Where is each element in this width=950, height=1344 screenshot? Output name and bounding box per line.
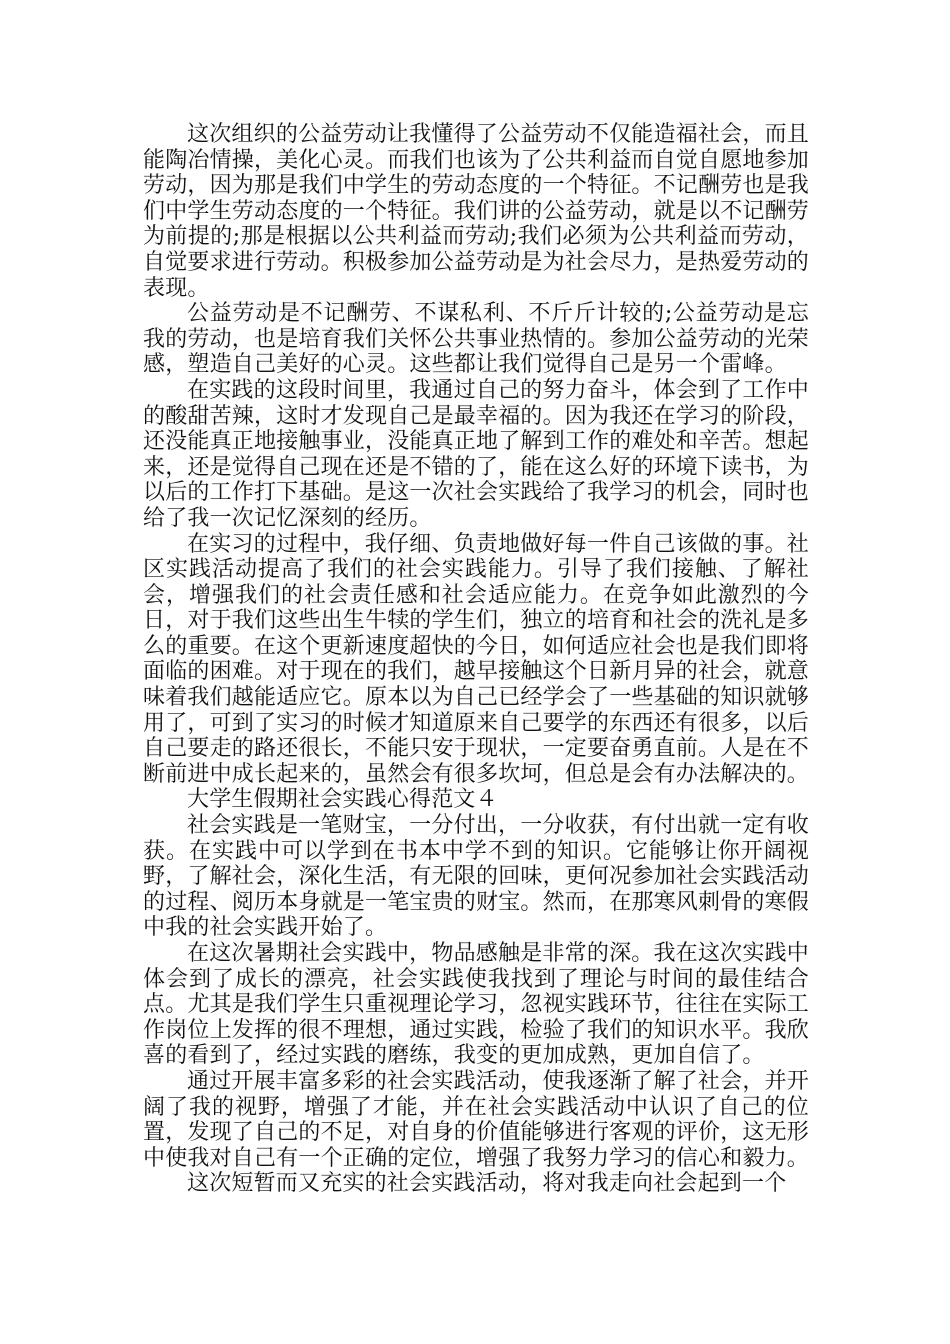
paragraph: 在这次暑期社会实践中，物品感触是非常的深。我在这次实践中体会到了成长的漂亮，社会实践使我找到了理论与时间的最佳结合点。尤其是我们学生只重视理论学习，忽视实践环节，往往在实际工作岗位上发挥的很不理想，通过实践，检验了我们的知识水平。我欣喜的看到了，经过实践的磨练，我变的更加成熟，更加自信了。	[143, 941, 810, 1069]
paragraph: 这次短暂而又充实的社会实践活动，将对我走向社会起到一个	[187, 1171, 787, 1197]
paragraph: 通过开展丰富多彩的社会实践活动，使我逐渐了解了社会，并开阔了我的视野，增强了才能，并在社会实践活动中认识了自己的位置，发现了自己的不足，对自身的价值能够进行客观的评价，这无形中使我对自己有一个正确的定位，增强了我努力学习的信心和毅力。	[143, 1068, 810, 1171]
document-body	[143, 122, 809, 1197]
paragraph: 在实践的这段时间里，我通过自己的努力奋斗，体会到了工作中的酸甜苦辣，这时才发现自己是最幸福的。因为我还在学习的阶段，还没能真正地接触事业，没能真正地了解到工作的难处和辛苦。想起来，还是觉得自己现在还是不错的了，能在这么好的环境下读书，为以后的工作打下基础。是这一次社会实践给了我学习的机会，同时也给了我一次记忆深刻的经历。	[143, 377, 810, 531]
paragraph: 公益劳动是不记酬劳、不谋私利、不斤斤计较的;公益劳动是忘我的劳动，也是培育我们关怀公共事业热情的。参加公益劳动的光荣感，塑造自己美好的心灵。这些都让我们觉得自己是另一个雷峰。	[143, 301, 810, 378]
paragraph: 这次组织的公益劳动让我懂得了公益劳动不仅能造福社会，而且能陶冶情操，美化心灵。而我们也该为了公共利益而自觉自愿地参加劳动，因为那是我们中学生的劳动态度的一个特征。不记酬劳也是我们中学生劳动态度的一个特征。我们讲的公益劳动，就是以不记酬劳为前提的;那是根据以公共利益而劳动;我们必须为公共利益而劳动，自觉要求进行劳动。积极参加公益劳动是为社会尽力，是热爱劳动的表现。	[143, 122, 810, 301]
paragraph: 社会实践是一笔财宝，一分付出，一分收获，有付出就一定有收获。在实践中可以学到在书本中学不到的知识。它能够让你开阔视野，了解社会，深化生活，有无限的回味，更何况参加社会实践活动的过程、阅历本身就是一笔宝贵的财宝。然而，在那寒风刺骨的寒假中我的社会实践开始了。	[143, 813, 810, 941]
paragraph: 在实习的过程中，我仔细、负责地做好每一件自己该做的事。社区实践活动提高了我们的社会实践能力。引导了我们接触、了解社会，增强我们的社会责任感和社会适应能力。在竞争如此激烈的今日，对于我们这些出生牛犊的学生们，独立的培育和社会的洗礼是多么的重要。在这个更新速度超快的今日，如何适应社会也是我们即将面临的困难。对于现在的我们，越早接触这个日新月异的社会，就意味着我们越能适应它。原本以为自己已经学会了一些基础的知识就够用了，可到了实习的时候才知道原来自己要学的东西还有很多，以后自己要走的路还很长，不能只安于现状，一定要奋勇直前。人是在不断前进中成长起来的，虽然会有很多坎坷，但总是会有办法解决的。	[143, 531, 810, 787]
section-heading: 大学生假期社会实践心得范文４	[187, 787, 498, 813]
